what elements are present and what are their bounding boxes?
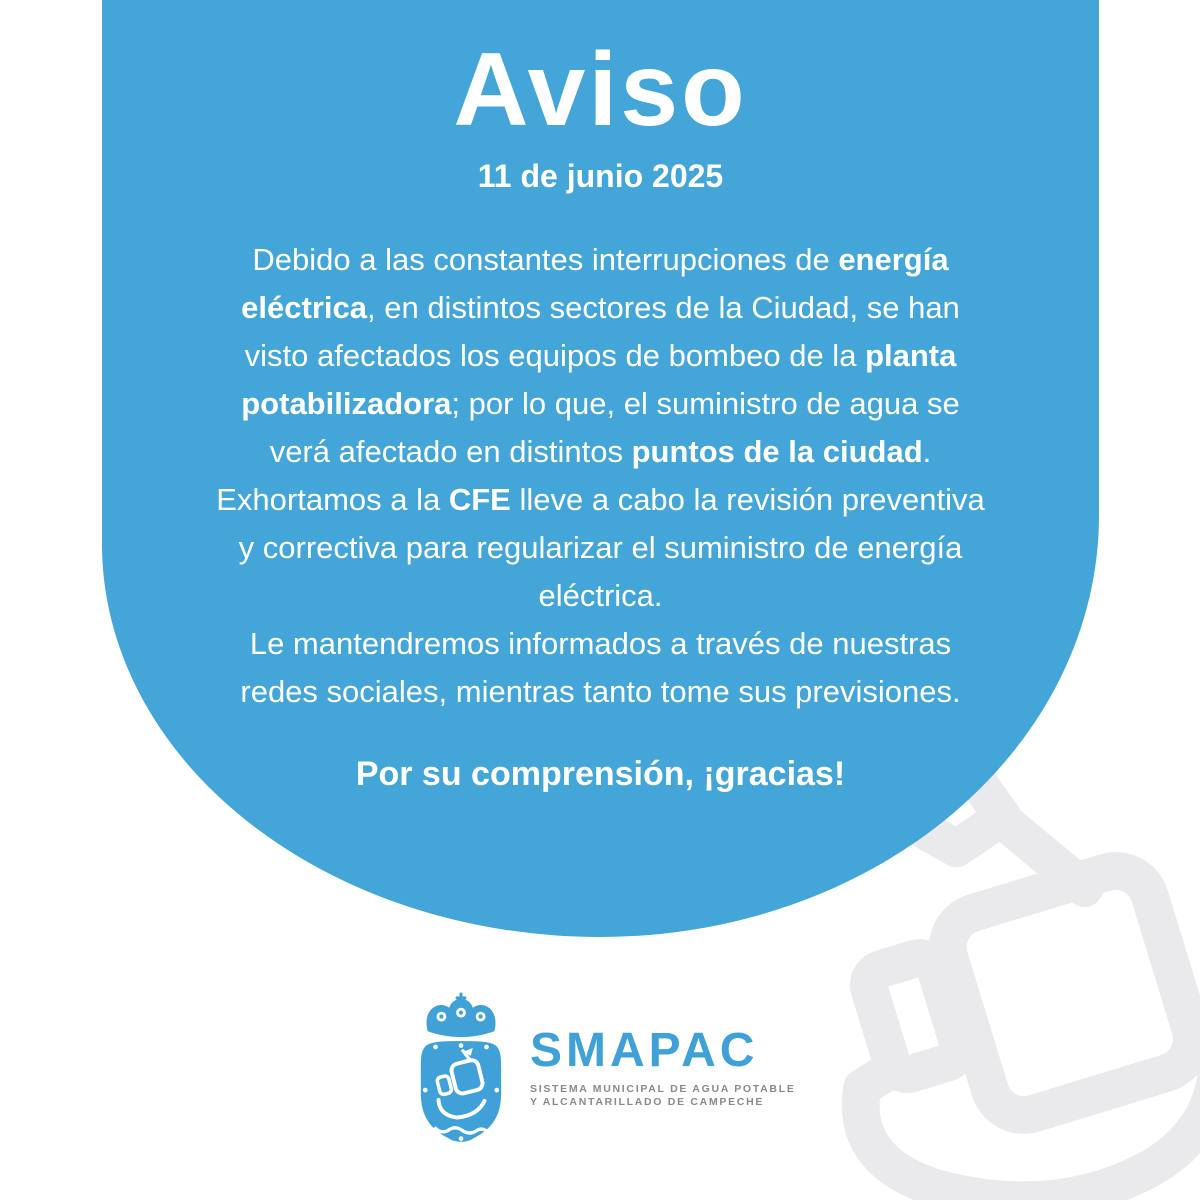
brand-tagline [530, 1083, 796, 1109]
notice-bold-text: planta potabilizadora [241, 338, 957, 421]
notice-text: ; por lo que, el suministro de agua se verá afectado en distintos [269, 386, 960, 469]
notice-bold-text: CFE [448, 482, 511, 517]
notice-bold-text: puntos de la ciudad [631, 434, 923, 469]
notice-text: . [922, 434, 932, 469]
notice-text: , en distintos sectores de la Ciudad, se han visto afectados los equipos de bombeo de la [244, 290, 960, 373]
smapac-crest-icon [412, 992, 510, 1149]
notice-text: Debido a las constantes interrupciones de [252, 242, 839, 277]
brand-tagline-line2: Y ALCANTARILLADO DE CAMPECHE [530, 1096, 765, 1108]
notice-paragraph [211, 236, 991, 476]
notice-closing: Por su comprensión, ¡gracias! [355, 755, 846, 793]
notice-body [211, 236, 991, 716]
notice-bold-text: energía eléctrica [241, 242, 949, 325]
notice-text: lleve a cabo la revisión preventiva y correctiva para regularizar el suministro de energía eléctrica. [238, 482, 985, 613]
brand-tagline-line1: SISTEMA MUNICIPAL DE AGUA POTABLE [530, 1083, 796, 1095]
footer-logo-lockup [412, 992, 796, 1149]
blue-notice-panel [102, 0, 1099, 937]
notice-paragraph [211, 620, 991, 716]
notice-paragraph [211, 476, 991, 620]
notice-date: 11 de junio 2025 [477, 158, 724, 194]
notice-text: Le mantendremos informados a través de nuestras redes sociales, mientras tanto tome sus previsiones. [240, 626, 961, 709]
brand-text-block [530, 1024, 796, 1149]
notice-text: Exhortamos a la [216, 482, 449, 517]
brand-name: SMAPAC [530, 1024, 759, 1077]
notice-title: Aviso [453, 32, 748, 148]
